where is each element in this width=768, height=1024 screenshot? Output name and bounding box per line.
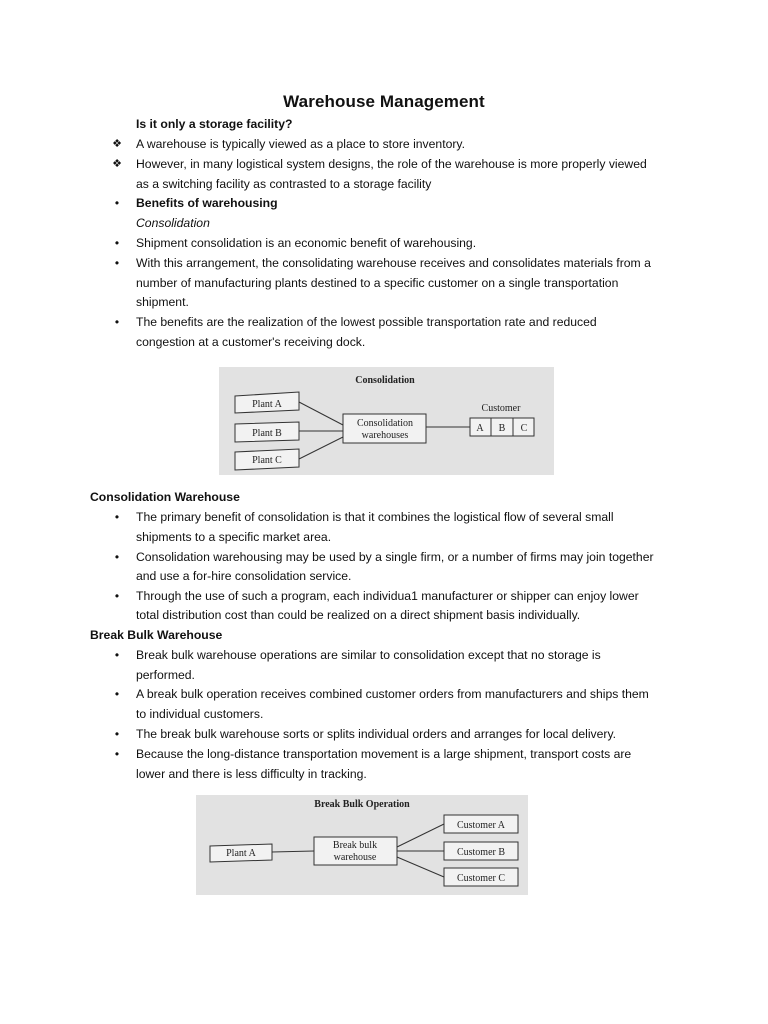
break-bulk-heading: Break Bulk Warehouse <box>90 628 223 642</box>
customer-b-box <box>444 842 518 860</box>
bb-point-4-line-2: lower and there is less difficulty in tracking. <box>136 767 367 781</box>
connector-line <box>397 824 444 847</box>
page-title: Warehouse Management <box>283 92 485 111</box>
warehouse-label-line-1: Consolidation <box>356 418 414 429</box>
connector-line <box>272 851 314 852</box>
bullet-icon: • <box>114 648 120 662</box>
bullet-icon: • <box>114 510 120 524</box>
plant-c-label: Plant C <box>252 455 282 466</box>
consolidation-warehouse-box <box>343 414 426 443</box>
plant-a-label: Plant A <box>226 848 256 859</box>
consolidation-diagram-title: Consolidation <box>355 375 415 386</box>
consolidation-point-2-line-1: With this arrangement, the consolidating warehouse receives and consolidates materials from a <box>136 256 651 270</box>
bb-point-2-line-1: A break bulk operation receives combined customer orders from manufacturers and ships them <box>136 687 649 701</box>
customer-c-label: Customer C <box>456 873 506 884</box>
warehouse-label-line-2: warehouses <box>361 430 409 441</box>
intro-point-2-line-2: as a switching facility as contrasted to a storage facility <box>136 177 432 191</box>
customer-a-label: A <box>476 423 484 434</box>
customer-label: Customer <box>481 403 521 414</box>
consolidation-point-3-line-2: congestion at a customer's receiving dock. <box>136 335 366 349</box>
customer-c-box <box>444 868 518 886</box>
consolidation-point-2-line-3: shipment. <box>136 295 189 309</box>
intro-point-1: A warehouse is typically viewed as a place to store inventory. <box>136 137 466 151</box>
plant-b-label: Plant B <box>252 428 282 439</box>
consolidation-warehouse-heading: Consolidation Warehouse <box>90 490 240 504</box>
bullet-icon: • <box>114 236 120 250</box>
bullet-icon: • <box>114 727 120 741</box>
consolidation-diagram <box>219 367 554 475</box>
plant-a-label: Plant A <box>252 399 282 410</box>
customer-a-box <box>444 815 518 833</box>
cw-point-3-line-1: Through the use of such a program, each individua1 manufacturer or shipper can enjoy lower <box>136 589 639 603</box>
bb-point-3: The break bulk warehouse sorts or splits individual orders and arranges for local delivery. <box>136 727 617 741</box>
bullet-icon: • <box>114 589 120 603</box>
diamond-bullet-icon: ❖ <box>112 138 122 150</box>
intro-point-2-line-1: However, in many logistical system designs, the role of the warehouse is more properly viewed <box>136 157 647 171</box>
customer-b-label: B <box>498 423 506 434</box>
plant-b-box <box>235 422 299 442</box>
bb-point-4-line-1: Because the long-distance transportation movement is a large shipment, transport costs are <box>136 747 632 761</box>
connector-line <box>299 437 343 459</box>
consolidation-point-1: Shipment consolidation is an economic benefit of warehousing. <box>136 236 477 250</box>
connector-line <box>299 402 343 425</box>
bullet-icon: • <box>114 196 120 210</box>
bb-point-1-line-1: Break bulk warehouse operations are similar to consolidation except that no storage is <box>136 648 601 662</box>
intro-question: Is it only a storage facility? <box>136 117 293 131</box>
bullet-icon: • <box>114 747 120 761</box>
customer-c-label: C <box>520 423 528 434</box>
break-bulk-diagram <box>196 795 528 895</box>
bullet-icon: • <box>114 687 120 701</box>
cw-point-3-line-2: total distribution cost than could be realized on a direct shipment basis individually. <box>136 608 581 622</box>
plant-c-box <box>235 449 299 470</box>
plant-a-box <box>235 392 299 413</box>
bullet-icon: • <box>114 550 120 564</box>
warehouse-label-line-2: warehouse <box>333 852 377 863</box>
cw-point-2-line-1: Consolidation warehousing may be used by a single firm, or a number of firms may join together <box>136 550 654 564</box>
warehouse-label-line-1: Break bulk <box>332 840 378 851</box>
customer-a-label: Customer A <box>456 820 506 831</box>
bullet-icon: • <box>114 315 120 329</box>
customer-boxes <box>470 418 534 436</box>
cw-point-2-line-2: and use a for-hire consolidation service. <box>136 569 352 583</box>
customer-b-label: Customer B <box>456 847 506 858</box>
bb-point-2-line-2: to individual customers. <box>136 707 264 721</box>
break-bulk-diagram-title: Break Bulk Operation <box>314 799 410 810</box>
plant-a-box <box>210 844 272 862</box>
benefits-heading: Benefits of warehousing <box>136 196 278 210</box>
break-bulk-warehouse-box <box>314 837 397 865</box>
diamond-bullet-icon: ❖ <box>112 158 122 170</box>
bb-point-1-line-2: performed. <box>136 668 195 682</box>
cw-point-1-line-1: The primary benefit of consolidation is that it combines the logistical flow of several small <box>136 510 614 524</box>
consolidation-subheading: Consolidation <box>136 216 210 230</box>
consolidation-point-3-line-1: The benefits are the realization of the lowest possible transportation rate and reduced <box>136 315 597 329</box>
consolidation-point-2-line-2: number of manufacturing plants destined to a specific customer on a single transportation <box>136 276 619 290</box>
cw-point-1-line-2: shipments to a specific market area. <box>136 530 332 544</box>
bullet-icon: • <box>114 256 120 270</box>
connector-line <box>397 857 444 877</box>
